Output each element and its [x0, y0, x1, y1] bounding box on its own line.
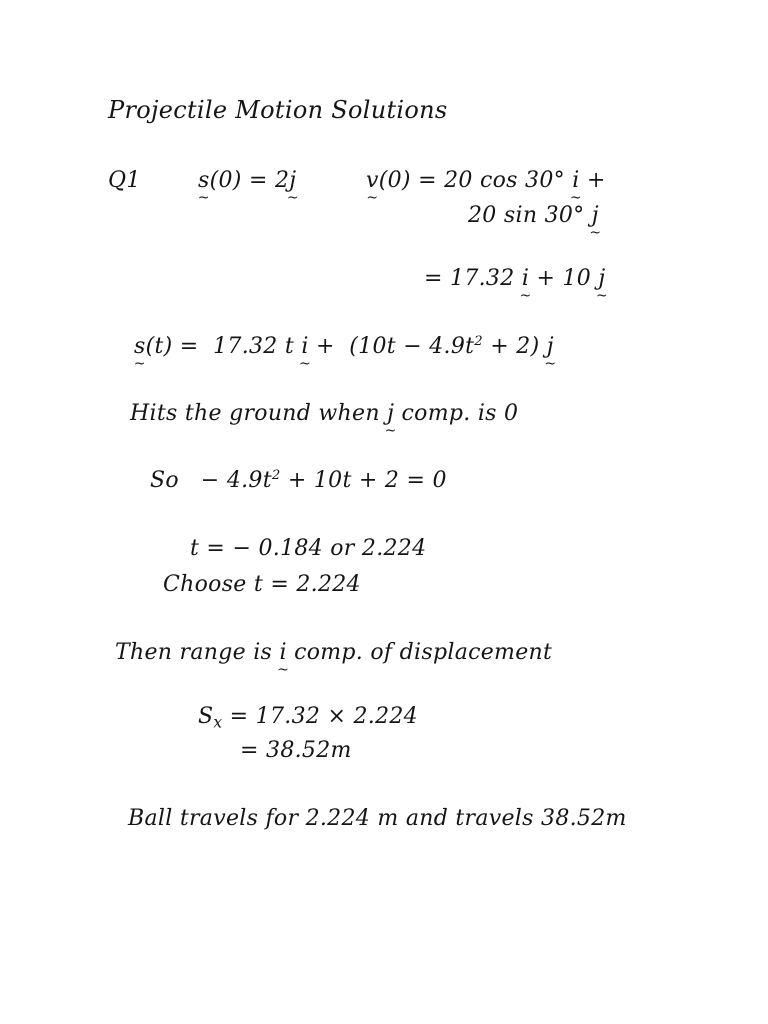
- initial-velocity-result: = 17.32 i ~ + 10 j ~: [424, 268, 606, 290]
- question-label: Q1: [108, 168, 141, 193]
- range-calc-line1: $S_x = 17.32 \times 2.224$: [198, 704, 418, 732]
- range-statement: Then range is i ~ comp. of displacement: [115, 642, 552, 664]
- page-title: Projectile Motion Solutions: [108, 96, 448, 124]
- position-function: s ~(t) = 17.32 t i ~ + $(10t - 4.9t^2 + 2)$ j ~: [134, 336, 554, 358]
- initial-velocity-line2: 20 sin 30° j ~: [468, 205, 599, 227]
- roots: t = − 0.184 or 2.224: [190, 536, 427, 561]
- initial-position: s ~(0) = 2j ~: [198, 170, 296, 192]
- initial-velocity-line1: v ~(0) = 20 cos 30° i ~ +: [366, 170, 606, 192]
- range-calc-line2: = 38.52m: [240, 738, 352, 763]
- quadratic-equation: $So - 4.9t^2 + 10t + 2 = 0$: [150, 468, 447, 493]
- conclusion: Ball travels for 2.224 m and travels 38.52m: [128, 806, 627, 831]
- ground-condition: Hits the ground when j ~ comp. is 0: [130, 403, 518, 425]
- chosen-time: Choose t = 2.224: [163, 572, 361, 597]
